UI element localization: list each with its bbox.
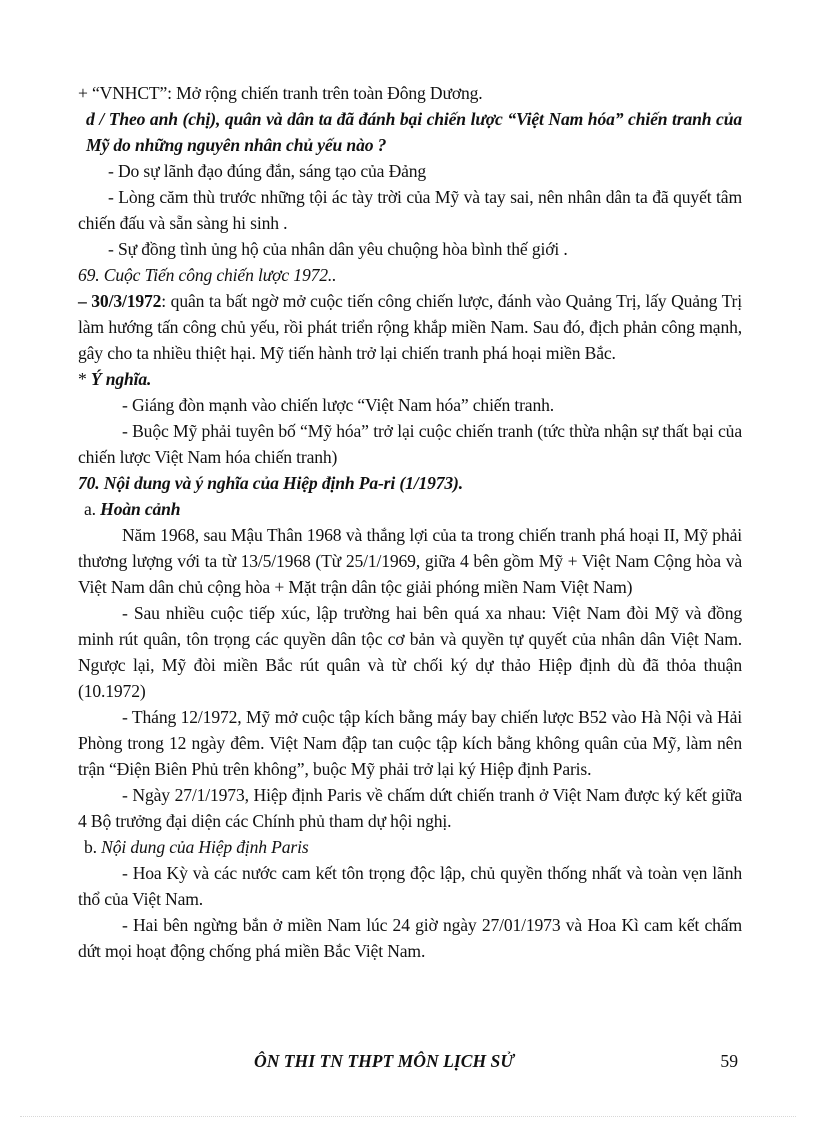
paragraph: - Hai bên ngừng bắn ở miền Nam lúc 24 giờ ngày 27/01/1973 và Hoa Kì cam kết chấm dứt mọi hoạt động chống phá miền Bắc Việt Nam.: [78, 915, 742, 961]
bottom-divider: [20, 1116, 796, 1117]
subheading-label: Hoàn cảnh: [100, 499, 181, 519]
paragraph: - Giáng đòn mạnh vào chiến lược “Việt Nam hóa” chiến tranh.: [122, 395, 555, 415]
paragraph: - Ngày 27/1/1973, Hiệp định Paris về chấm dứt chiến tranh ở Việt Nam được ký kết giữa 4 Bộ trưởng đại diện các Chính phủ tham dự hội nghị.: [78, 785, 742, 831]
bullet-star: *: [78, 369, 91, 389]
paragraph: - Buộc Mỹ phải tuyên bố “Mỹ hóa” trở lại cuộc chiến tranh (tức thừa nhận sự thất bại của chiến lược Việt Nam hóa chiến tranh): [78, 421, 742, 467]
subheading-label: Ý nghĩa.: [90, 369, 152, 389]
question-heading: d / Theo anh (chị), quân và dân ta đã đánh bại chiến lược “Việt Nam hóa” chiến tranh của Mỹ do những nguyên nhân chủ yếu nào ?: [86, 109, 742, 155]
paragraph-text: : quân ta bất ngờ mở cuộc tiến công chiến lược, đánh vào Quảng Trị, lấy Quảng Trị làm hướng tấn công chủ yếu, rồi phát triển rộng khắp miền Nam. Sau đó, địch phản công mạnh, gây cho ta nhiều thiệt hại. Mỹ tiến hành trở lại chiến tranh phá hoại miền Bắc.: [78, 291, 742, 363]
subheading-meaning: [78, 366, 742, 392]
paragraph: - Lòng căm thù trước những tội ác tày trời của Mỹ và tay sai, nên nhân dân ta đã quyết tâm chiến đấu và sẵn sàng hi sinh .: [78, 187, 742, 233]
page-body: [78, 80, 742, 964]
section-heading-70: 70. Nội dung và ý nghĩa của Hiệp định Pa-ri (1/1973).: [78, 473, 463, 493]
subheading-letter: a.: [84, 499, 101, 519]
paragraph: [78, 288, 742, 366]
paragraph: - Sau nhiều cuộc tiếp xúc, lập trường hai bên quá xa nhau: Việt Nam đòi Mỹ và đồng minh rút quân, tôn trọng các quyền dân tộc cơ bản và quyền tự quyết của nhân dân Việt Nam. Ngược lại, Mỹ đòi miền Bắc rút quân và từ chối ký dự thảo Hiệp định dù đã thỏa thuận (10.1972): [78, 603, 742, 701]
page-number: 59: [720, 1051, 738, 1071]
paragraph: - Do sự lãnh đạo đúng đắn, sáng tạo của Đảng: [108, 161, 427, 181]
paragraph: - Hoa Kỳ và các nước cam kết tôn trọng độc lập, chủ quyền thống nhất và toàn vẹn lãnh thổ của Việt Nam.: [78, 863, 742, 909]
footer-title: ÔN THI TN THPT MÔN LỊCH SỬ: [254, 1051, 514, 1071]
paragraph: - Tháng 12/1972, Mỹ mở cuộc tập kích bằng máy bay chiến lược B52 vào Hà Nội và Hải Phòng trong 12 ngày đêm. Việt Nam đập tan cuộc tập kích bằng không quân của Mỹ, làm nên trận “Điện Biên Phủ trên không”, buộc Mỹ phải trở lại ký Hiệp định Paris.: [78, 707, 742, 779]
paragraph: Năm 1968, sau Mậu Thân 1968 và thắng lợi của ta trong chiến tranh phá hoại II, Mỹ phải thương lượng với ta từ 13/5/1968 (Từ 25/1/1969, giữa 4 bên gồm Mỹ + Việt Nam Cộng hòa và Việt Nam dân chủ cộng hòa + Mặt trận dân tộc giải phóng miền Nam Việt Nam): [78, 525, 742, 597]
subheading-b: [78, 834, 742, 860]
subheading-a: [78, 496, 742, 522]
paragraph: - Sự đồng tình ủng hộ của nhân dân yêu chuộng hòa bình thế giới .: [108, 239, 568, 259]
date-label: – 30/3/1972: [78, 291, 162, 311]
paragraph: + “VNHCT”: Mở rộng chiến tranh trên toàn Đông Dương.: [78, 83, 483, 103]
subheading-letter: b.: [84, 837, 102, 857]
subheading-label: Nội dung của Hiệp định Paris: [101, 837, 309, 857]
section-heading-69: 69. Cuộc Tiến công chiến lược 1972..: [78, 265, 337, 285]
page-footer: [78, 1051, 742, 1075]
